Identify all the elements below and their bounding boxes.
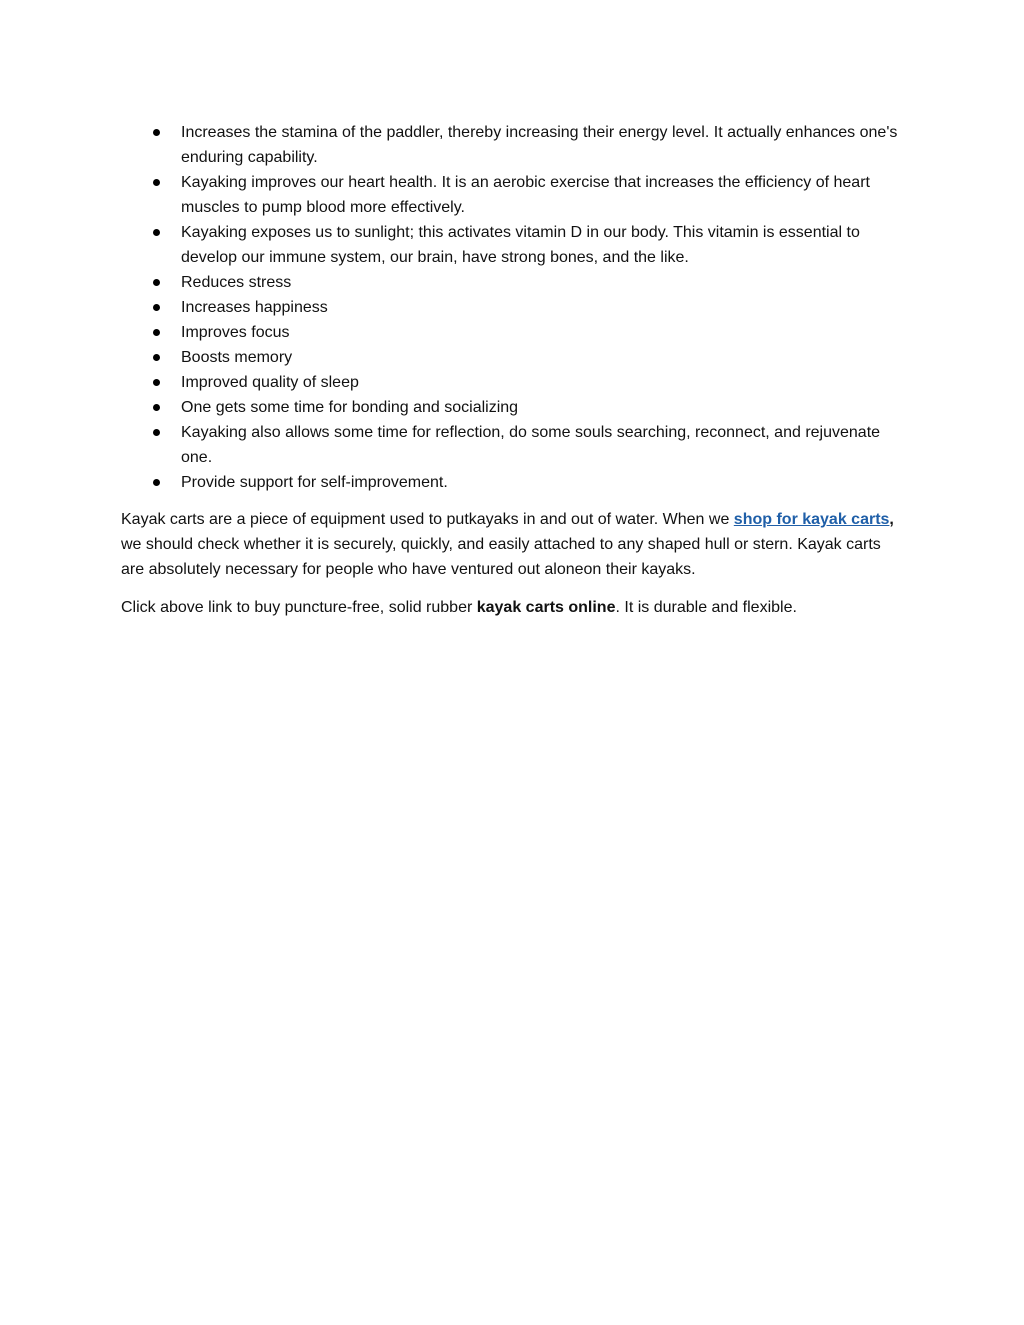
bullet-icon (153, 479, 160, 486)
list-item-text: Increases the stamina of the paddler, thereby increasing their energy level. It actually enhances one's enduring capability. (181, 124, 898, 166)
list-item-text: Increases happiness (181, 299, 328, 316)
list-item (121, 320, 901, 345)
list-item-text: Improved quality of sleep (181, 374, 359, 391)
bullet-icon (153, 229, 160, 236)
paragraph-text: we should check whether it is securely, quickly, and easily attached to any shaped hull or stern. Kayak carts are absolutely necessary for people who have ventured out aloneon their kayaks. (121, 536, 881, 578)
list-item-text: Reduces stress (181, 274, 292, 291)
paragraph-comma: , (889, 511, 894, 528)
call-to-action-paragraph (121, 595, 901, 620)
list-item (121, 220, 901, 270)
list-item-text: Kayaking also allows some time for reflection, do some souls searching, reconnect, and rejuvenate one. (181, 424, 881, 466)
bullet-icon (153, 379, 160, 386)
list-item (121, 470, 901, 495)
document-body (121, 120, 901, 620)
paragraph-text: Kayak carts are a piece of equipment used to putkayaks in and out of water. When we (121, 511, 734, 528)
list-item-text: Provide support for self-improvement. (181, 474, 448, 491)
list-item-text: Kayaking improves our heart health. It is an aerobic exercise that increases the efficiency of heart muscles to pump blood more effectively. (181, 174, 870, 216)
bullet-icon (153, 129, 160, 136)
paragraph-text: . It is durable and flexible. (615, 599, 797, 616)
list-item (121, 270, 901, 295)
kayak-carts-paragraph (121, 507, 901, 582)
list-item (121, 120, 901, 170)
bullet-icon (153, 279, 160, 286)
bullet-icon (153, 404, 160, 411)
kayak-carts-online-text: kayak carts online (476, 599, 616, 616)
bullet-icon (153, 354, 160, 361)
list-item (121, 395, 901, 420)
benefits-list (121, 120, 901, 495)
paragraph-text: Click above link to buy puncture-free, solid rubber (121, 599, 477, 616)
list-item (121, 295, 901, 320)
bullet-icon (153, 329, 160, 336)
list-item-text: Boosts memory (181, 349, 293, 366)
shop-kayak-carts-link[interactable]: shop for kayak carts (733, 511, 890, 528)
list-item (121, 420, 901, 470)
list-item-text: Kayaking exposes us to sunlight; this activates vitamin D in our body. This vitamin is essential to develop our immune system, our brain, have strong bones, and the like. (181, 224, 860, 266)
bullet-icon (153, 429, 160, 436)
bullet-icon (153, 179, 160, 186)
list-item-text: One gets some time for bonding and socializing (181, 399, 519, 416)
list-item (121, 370, 901, 395)
list-item (121, 170, 901, 220)
list-item (121, 345, 901, 370)
bullet-icon (153, 304, 160, 311)
list-item-text: Improves focus (181, 324, 290, 341)
